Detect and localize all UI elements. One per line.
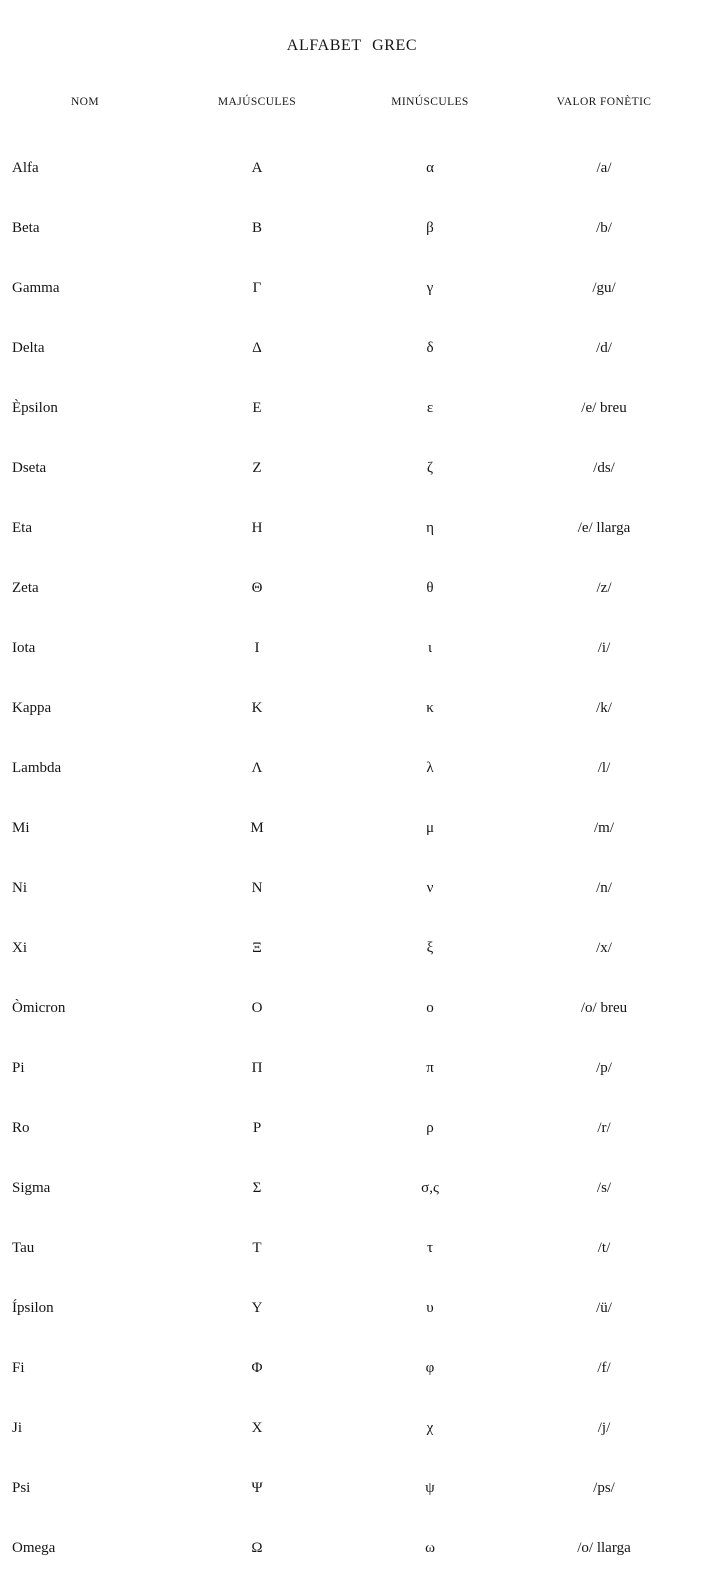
letter-name-cell: Fi [12, 1359, 25, 1376]
phonetic-value-cell: /b/ [596, 219, 612, 236]
table-row [0, 918, 692, 978]
letter-name-cell: Alfa [12, 159, 39, 176]
table-row [0, 1338, 692, 1398]
letter-name-cell: Iota [12, 639, 36, 656]
uppercase-letter-cell: Δ [252, 339, 262, 356]
table-row [0, 138, 692, 198]
uppercase-letter-cell: Ξ [252, 939, 262, 956]
phonetic-value-cell: /f/ [597, 1359, 611, 1376]
lowercase-letter-cell: ζ [426, 459, 434, 476]
letter-name-cell: Pi [12, 1059, 25, 1076]
table-row [0, 258, 692, 318]
uppercase-letter-cell: Ν [251, 879, 263, 896]
phonetic-value-cell: /p/ [596, 1059, 612, 1076]
phonetic-value-cell: /m/ [593, 819, 614, 836]
phonetic-value-cell: /k/ [596, 699, 612, 716]
letter-name-cell: Kappa [12, 699, 52, 716]
uppercase-letter-cell: Σ [252, 1179, 262, 1196]
column-header-minuscules: MINÚSCULES [391, 96, 469, 108]
letter-name-cell: Sigma [12, 1179, 51, 1196]
table-row [0, 978, 692, 1038]
lowercase-letter-cell: λ [426, 759, 434, 776]
phonetic-value-cell: /j/ [597, 1419, 611, 1436]
letter-name-cell: Psi [12, 1479, 31, 1496]
lowercase-letter-cell: π [426, 1059, 434, 1076]
phonetic-value-cell: /s/ [596, 1179, 612, 1196]
table-row [0, 1158, 692, 1218]
table-row [0, 318, 692, 378]
phonetic-value-cell: /x/ [596, 939, 612, 956]
table-row [0, 198, 692, 258]
uppercase-letter-cell: Ζ [252, 459, 262, 476]
uppercase-letter-cell: Φ [251, 1359, 263, 1376]
uppercase-letter-cell: Ο [251, 999, 263, 1016]
letter-name-cell: Òmicron [12, 999, 66, 1016]
table-row [0, 1518, 692, 1578]
uppercase-letter-cell: Χ [251, 1419, 263, 1436]
letter-name-cell: Ni [12, 879, 27, 896]
uppercase-letter-cell: Ω [251, 1539, 263, 1556]
letter-name-cell: Ípsilon [12, 1299, 54, 1316]
lowercase-letter-cell: β [426, 219, 434, 236]
uppercase-letter-cell: Ε [252, 399, 262, 416]
lowercase-letter-cell: γ [426, 279, 434, 296]
column-header-nom: NOM [70, 96, 100, 108]
phonetic-value-cell: /ps/ [593, 1479, 615, 1496]
phonetic-value-cell: /o/ breu [580, 999, 628, 1016]
phonetic-value-cell: /n/ [596, 879, 612, 896]
uppercase-letter-cell: Γ [252, 279, 262, 296]
lowercase-letter-cell: χ [426, 1419, 434, 1436]
lowercase-letter-cell: ψ [425, 1479, 435, 1496]
uppercase-letter-cell: Κ [251, 699, 263, 716]
lowercase-letter-cell: ρ [426, 1119, 434, 1136]
lowercase-letter-cell: ι [427, 639, 433, 656]
table-row [0, 1038, 692, 1098]
uppercase-letter-cell: Ρ [252, 1119, 262, 1136]
table-row [0, 438, 692, 498]
table-row [0, 798, 692, 858]
uppercase-letter-cell: Λ [251, 759, 263, 776]
lowercase-letter-cell: τ [426, 1239, 434, 1256]
phonetic-value-cell: /ü/ [596, 1299, 612, 1316]
lowercase-letter-cell: μ [425, 819, 435, 836]
letter-name-cell: Ji [12, 1419, 23, 1436]
phonetic-value-cell: /o/ llarga [577, 1539, 631, 1556]
table-row [0, 1398, 692, 1458]
table-row [0, 618, 692, 678]
letter-name-cell: Mi [12, 819, 30, 836]
table-header-row [0, 95, 692, 109]
phonetic-value-cell: /e/ llarga [577, 519, 631, 536]
table-row [0, 1098, 692, 1158]
phonetic-value-cell: /gu/ [592, 279, 616, 296]
lowercase-letter-cell: ν [426, 879, 434, 896]
column-header-valor-fonetic: VALOR FONÈTIC [556, 96, 652, 108]
phonetic-value-cell: /r/ [597, 1119, 611, 1136]
lowercase-letter-cell: υ [426, 1299, 434, 1316]
lowercase-letter-cell: κ [426, 699, 434, 716]
letter-name-cell: Ro [12, 1119, 30, 1136]
lowercase-letter-cell: σ,ς [421, 1179, 439, 1196]
uppercase-letter-cell: Υ [251, 1299, 263, 1316]
uppercase-letter-cell: Τ [252, 1239, 262, 1256]
letter-name-cell: Omega [12, 1539, 56, 1556]
table-row [0, 858, 692, 918]
column-header-majuscules: MAJÚSCULES [217, 96, 297, 108]
letter-name-cell: Delta [12, 339, 45, 356]
table-row [0, 378, 692, 438]
table-row [0, 678, 692, 738]
letter-name-cell: Beta [12, 219, 40, 236]
uppercase-letter-cell: Ψ [251, 1479, 263, 1496]
lowercase-letter-cell: δ [426, 339, 434, 356]
phonetic-value-cell: /z/ [596, 579, 612, 596]
lowercase-letter-cell: φ [425, 1359, 435, 1376]
uppercase-letter-cell: Μ [250, 819, 264, 836]
letter-name-cell: Eta [12, 519, 32, 536]
page-title: ALFABET GREC [286, 37, 418, 54]
table-row [0, 498, 692, 558]
table-body [0, 138, 692, 1578]
lowercase-letter-cell: ω [425, 1539, 435, 1556]
phonetic-value-cell: /e/ breu [581, 399, 627, 416]
phonetic-value-cell: /t/ [597, 1239, 611, 1256]
lowercase-letter-cell: ξ [426, 939, 434, 956]
uppercase-letter-cell: Θ [251, 579, 263, 596]
lowercase-letter-cell: α [426, 159, 434, 176]
phonetic-value-cell: /d/ [596, 339, 612, 356]
uppercase-letter-cell: Α [251, 159, 263, 176]
phonetic-value-cell: /a/ [596, 159, 612, 176]
letter-name-cell: Zeta [12, 579, 39, 596]
table-row [0, 1278, 692, 1338]
lowercase-letter-cell: η [426, 519, 434, 536]
table-row [0, 558, 692, 618]
uppercase-letter-cell: Β [251, 219, 262, 236]
phonetic-value-cell: /i/ [597, 639, 611, 656]
letter-name-cell: Dseta [12, 459, 47, 476]
uppercase-letter-cell: Ι [254, 639, 260, 656]
phonetic-value-cell: /l/ [597, 759, 611, 776]
lowercase-letter-cell: ε [426, 399, 434, 416]
letter-name-cell: Lambda [12, 759, 62, 776]
letter-name-cell: Gamma [12, 279, 60, 296]
lowercase-letter-cell: θ [426, 579, 434, 596]
letter-name-cell: Tau [12, 1239, 35, 1256]
uppercase-letter-cell: Π [251, 1059, 263, 1076]
table-row [0, 1218, 692, 1278]
uppercase-letter-cell: Η [251, 519, 263, 536]
letter-name-cell: Èpsilon [12, 399, 58, 416]
lowercase-letter-cell: ο [426, 999, 434, 1016]
letter-name-cell: Xi [12, 939, 27, 956]
table-row [0, 1458, 692, 1518]
table-row [0, 738, 692, 798]
phonetic-value-cell: /ds/ [593, 459, 615, 476]
